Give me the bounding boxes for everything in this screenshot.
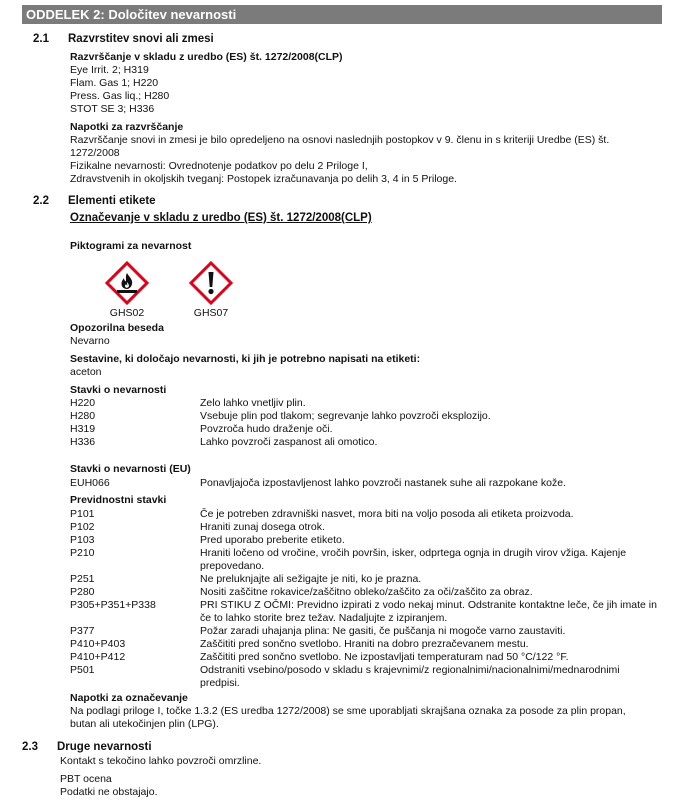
statement-text: Zelo lahko vnetljiv plin.	[200, 397, 306, 409]
eu-hazard-list	[70, 477, 662, 490]
hazard-statement-row	[70, 397, 662, 410]
pbt-heading: PBT ocena	[60, 773, 112, 785]
flame-icon	[105, 261, 149, 305]
labelling-notes-heading: Napotki za označevanje	[70, 692, 188, 704]
statement-text: Vsebuje plin pod tlakom; segrevanje lahko povzroči eksplozijo.	[200, 410, 491, 422]
precautionary-row	[70, 625, 662, 638]
statement-text: Ponavljajoča izpostavljenost lahko povzroči nastanek suhe ali razpokane kože.	[200, 477, 566, 489]
signal-word-block	[70, 322, 660, 348]
pictograms-heading: Piktogrami za nevarnost	[70, 240, 192, 252]
hazard-statements-heading: Stavki o nevarnosti	[70, 384, 167, 396]
statement-text: Ne preluknjajte ali sežigajte je niti, ko je prazna.	[200, 573, 422, 585]
classification-line: Eye Irrit. 2; H319	[70, 64, 149, 76]
classification-line: Press. Gas liq.; H280	[70, 90, 170, 102]
statement-text: Nositi zaščitne rokavice/zaščitno obleko/zaščito za oči/zaščito za obraz.	[200, 586, 533, 598]
eu-hazard-heading: Stavki o nevarnosti (EU)	[70, 463, 191, 475]
statement-code: P210	[70, 547, 95, 559]
statement-code: EUH066	[70, 477, 110, 489]
subsection-title: Razvrstitev snovi ali zmesi	[68, 33, 214, 45]
other-hazard-text: Kontakt s tekočino lahko povzroči omrzline.	[60, 755, 262, 767]
hazard-statement-row	[70, 436, 662, 449]
exclamation-icon	[189, 261, 233, 305]
precautionary-row	[70, 586, 662, 599]
statement-text: Če je potreben zdravniški nasvet, mora biti na voljo posoda ali etiketa proizvoda.	[200, 508, 574, 520]
pictogram-row	[104, 261, 244, 317]
classification-heading: Razvrščanje v skladu z uredbo (ES) št. 1272/2008(CLP)	[70, 51, 343, 63]
labelling-notes-block	[70, 692, 660, 731]
precautionary-row	[70, 508, 662, 521]
statement-text: Pred uporabo preberite etiketo.	[200, 534, 345, 546]
signal-word: Nevarno	[70, 335, 110, 347]
signal-word-heading: Opozorilna beseda	[70, 322, 164, 334]
statement-code: P410+P403	[70, 638, 126, 650]
precautionary-row	[70, 638, 662, 651]
statement-text: Hraniti ločeno od vročine, vročih površin, isker, odprtega ognja in drugih virov vžiga. Kajenje prepovedano.	[200, 547, 627, 572]
ingredient: aceton	[70, 366, 102, 378]
statement-code: P305+P351+P338	[70, 599, 156, 611]
statement-code: H280	[70, 410, 96, 422]
precautionary-heading: Previdnostni stavki	[70, 494, 167, 506]
pbt-text: Podatki ne obstajajo.	[60, 786, 158, 798]
clp-labelling-title: Označevanje v skladu z uredbo (ES) št. 1272/2008(CLP)	[70, 212, 372, 224]
ingredients-block	[70, 353, 660, 379]
pictogram-code: GHS02	[109, 307, 145, 319]
other-hazards-block	[60, 755, 660, 799]
pictogram-code: GHS07	[193, 307, 229, 319]
statement-text: Povzroča hudo draženje oči.	[200, 423, 333, 435]
subsection-number: 2.3	[22, 741, 38, 753]
statement-code: P251	[70, 573, 95, 585]
ingredients-heading: Sestavine, ki določajo nevarnosti, ki jih je potrebno napisati na etiketi:	[70, 353, 421, 365]
statement-code: P501	[70, 664, 95, 676]
precautionary-list	[70, 508, 662, 690]
statement-text: Lahko povzroči zaspanost ali omotico.	[200, 436, 378, 448]
precautionary-row	[70, 664, 662, 690]
classification-line: Flam. Gas 1; H220	[70, 77, 159, 89]
statement-code: P410+P412	[70, 651, 126, 663]
statement-code: H336	[70, 436, 96, 448]
labelling-notes-text: Na podlagi priloge I, točke 1.3.2 (ES uredba 1272/2008) se sme uporabljati skrajšana oznaka za posode za plin propan, butan ali utekočinjen plin (LPG).	[70, 705, 626, 730]
subsection-number: 2.2	[33, 195, 49, 207]
statement-text: Zaščititi pred sončno svetlobo. Hraniti na dobro prezračevanem mestu.	[200, 638, 529, 650]
statement-text: Zaščititi pred sončno svetlobo. Ne izpostavljati temperaturam nad 50 °C/122 °F.	[200, 651, 569, 663]
section-title: ODDELEK 2: Določitev nevarnosti	[26, 7, 237, 22]
precautionary-row	[70, 534, 662, 547]
precautionary-row	[70, 651, 662, 664]
statement-code: P101	[70, 508, 95, 520]
precautionary-row	[70, 599, 662, 625]
statement-code: H220	[70, 397, 96, 409]
classification-note: Fizikalne nevarnosti: Ovrednotenje podatkov po delu 2 Priloge I,	[70, 160, 368, 172]
statement-text: Hraniti zunaj dosega otrok.	[200, 521, 325, 533]
statement-code: H319	[70, 423, 96, 435]
statement-code: P377	[70, 625, 95, 637]
classification-note: Razvrščanje snovi in zmesi je bilo opredeljeno na osnovi naslednjih postopkov v 9. členu in s kriteriji Uredbe (ES) št. 1272/2008	[70, 134, 610, 159]
hazard-statement-row	[70, 410, 662, 423]
subsection-number: 2.1	[33, 33, 49, 45]
classification-note: Zdravstvenih in okoljskih tveganj: Postopek izračunavanja po delih 3, 4 in 5 Priloge.	[70, 173, 457, 185]
subsection-title: Druge nevarnosti	[57, 741, 152, 753]
statement-code: P103	[70, 534, 95, 546]
classification-notes-block	[70, 121, 660, 186]
statement-text: PRI STIKU Z OČMI: Previdno izpirati z vodo nekaj minut. Odstranite kontaktne leče, če jih imate in če to lahko storite brez težav. Nadaljujte z izpiranjem.	[200, 599, 657, 624]
pictogram-ghs02	[104, 261, 150, 320]
statement-text: Požar zaradi uhajanja plina: Ne gasiti, če puščanja ni mogoče varno zaustaviti.	[200, 625, 566, 637]
precautionary-row	[70, 573, 662, 586]
classification-line: STOT SE 3; H336	[70, 103, 155, 115]
subsection-title: Elementi etikete	[68, 195, 156, 207]
hazard-statement-row	[70, 423, 662, 436]
statement-text: Odstraniti vsebino/posodo v skladu s krajevnimi/z regionalnimi/nacionalnimi/mednarodnimi predpisi.	[200, 664, 620, 689]
statement-code: P280	[70, 586, 95, 598]
classification-block	[70, 51, 660, 116]
hazard-statements-list	[70, 397, 662, 449]
precautionary-row	[70, 521, 662, 534]
eu-hazard-row	[70, 477, 662, 490]
classification-notes-heading: Napotki za razvrščanje	[70, 121, 184, 133]
section-header-bar	[22, 5, 662, 24]
statement-code: P102	[70, 521, 95, 533]
precautionary-row	[70, 547, 662, 573]
pictogram-ghs07	[188, 261, 234, 320]
